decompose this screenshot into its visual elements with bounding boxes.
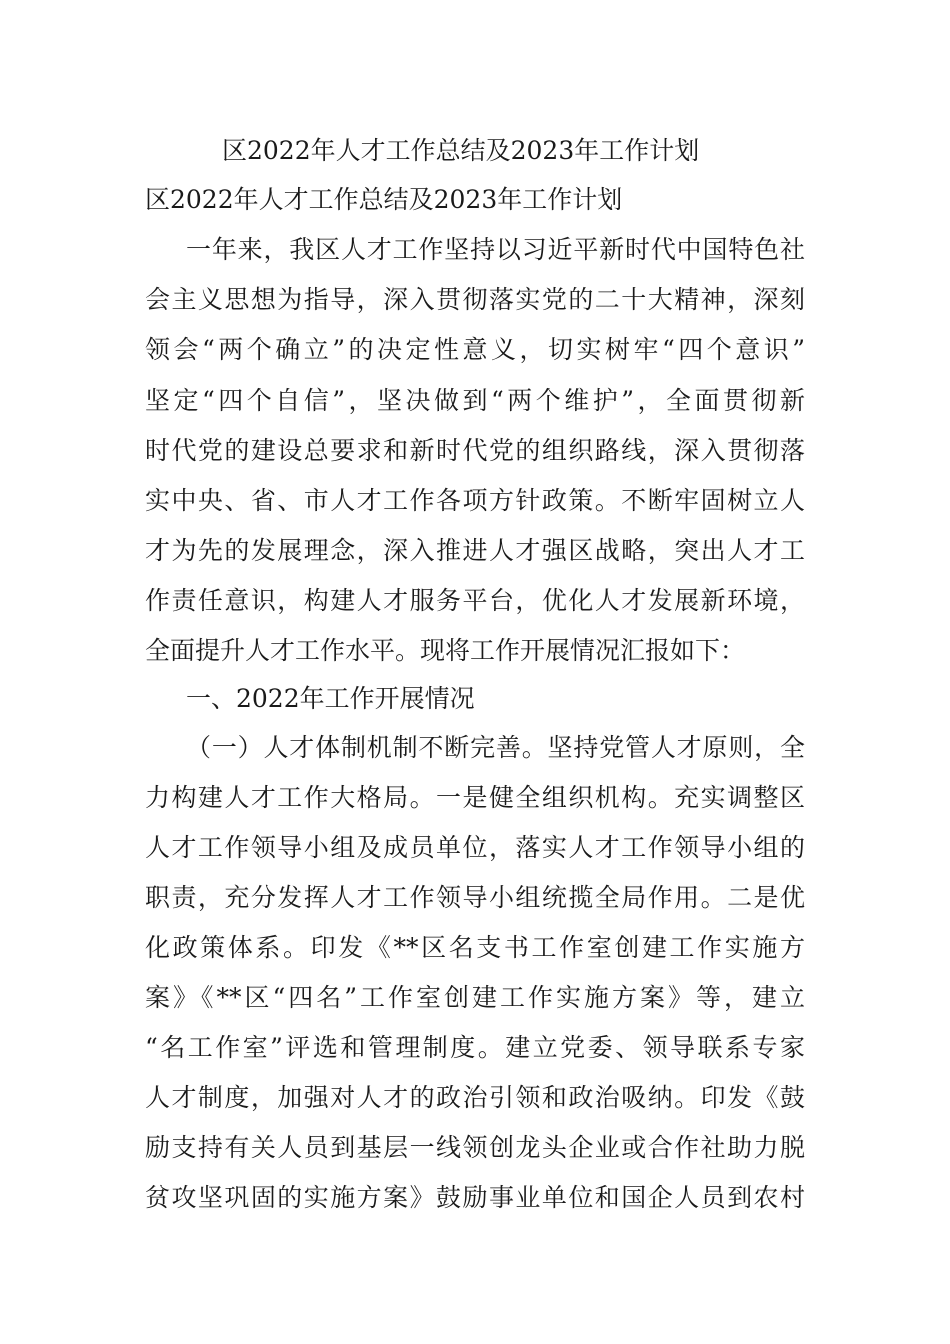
paragraph-line: 才为先的发展理念，深入推进人才强区战略，突出人才工	[145, 536, 805, 565]
paragraph-line: 化政策体系。印发《**区名支书工作室创建工作实施方	[145, 933, 805, 962]
paragraph-line: 一年来，我区人才工作坚持以习近平新时代中国特色社	[186, 235, 805, 264]
paragraph-line: 全面提升人才工作水平。现将工作开展情况汇报如下：	[145, 636, 746, 665]
paragraph-line: 励支持有关人员到基层一线领创龙头企业或合作社助力脱	[145, 1133, 805, 1162]
paragraph-line: 贫攻坚巩固的实施方案》鼓励事业单位和国企人员到农村	[145, 1183, 805, 1212]
paragraph-line: （一）人才体制机制不断完善。坚持党管人才原则，全	[186, 733, 805, 762]
paragraph-line: 人才制度，加强对人才的政治引领和政治吸纳。印发《鼓	[145, 1083, 805, 1112]
paragraph-line: 领会“两个确立”的决定性意义，切实树牢“四个意识”	[145, 335, 805, 364]
section-heading: 一、2022年工作开展情况	[186, 684, 475, 713]
paragraph-line: 时代党的建设总要求和新时代党的组织路线，深入贯彻落	[145, 436, 805, 465]
paragraph-line: 职责，充分发挥人才工作领导小组统揽全局作用。二是优	[145, 883, 805, 912]
paragraph-line: 作责任意识，构建人才服务平台，优化人才发展新环境，	[145, 586, 805, 615]
document-title: 区2022年人才工作总结及2023年工作计划	[222, 136, 700, 165]
paragraph-line: 会主义思想为指导，深入贯彻落实党的二十大精神，深刻	[145, 285, 805, 314]
paragraph-line: 案》《**区“四名”工作室创建工作实施方案》等，建立	[145, 983, 805, 1012]
paragraph-line: 实中央、省、市人才工作各项方针政策。不断牢固树立人	[145, 486, 805, 515]
paragraph-line: 坚定“四个自信”，坚决做到“两个维护”，全面贯彻新	[145, 386, 805, 415]
document-subtitle: 区2022年人才工作总结及2023年工作计划	[145, 185, 623, 214]
paragraph-line: “名工作室”评选和管理制度。建立党委、领导联系专家	[145, 1033, 805, 1062]
paragraph-line: 力构建人才工作大格局。一是健全组织机构。充实调整区	[145, 783, 805, 812]
paragraph-line: 人才工作领导小组及成员单位，落实人才工作领导小组的	[145, 833, 805, 862]
